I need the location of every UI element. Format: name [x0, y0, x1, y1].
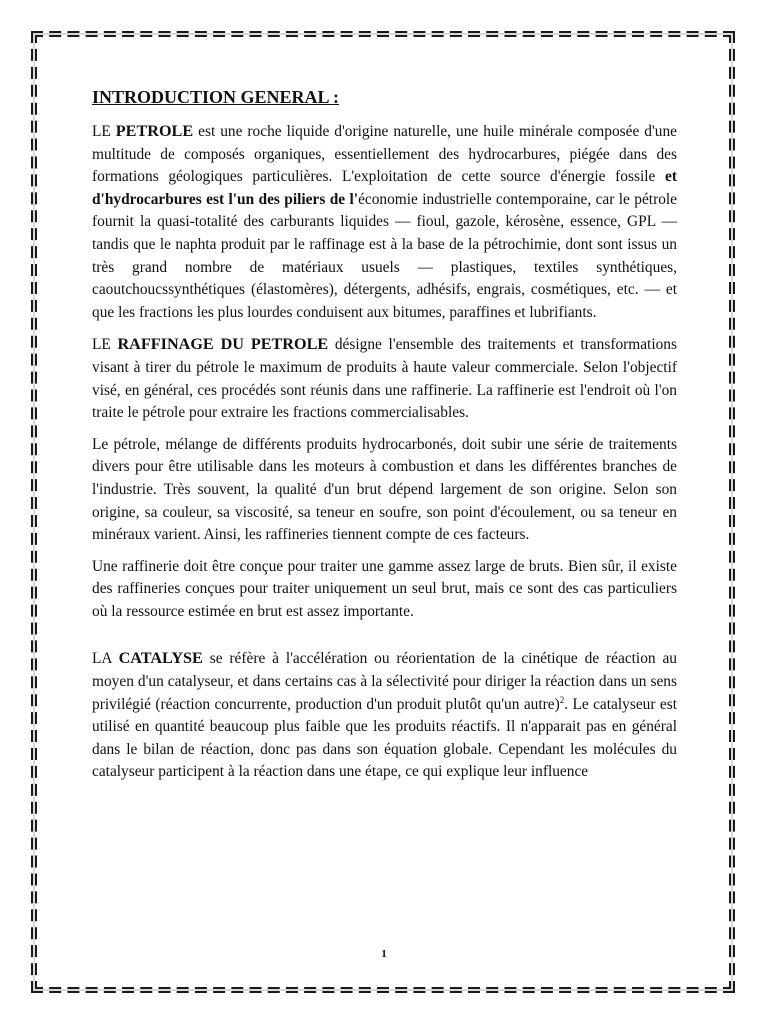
paragraph-raffinage [92, 333, 677, 424]
term-catalyse: CATALYSE [118, 649, 203, 668]
emphasized-text: et d'hydrocarbures est l'un des piliers de l' [92, 168, 677, 208]
paragraph-petrole [92, 120, 677, 324]
paragraph-text: économie industrielle contemporaine, car le pétrole fournit la quasi-totalité des carburants liquides — fioul, gazole, kérosène, essence, GPL — tandis que le naphta produit par le raffinage est à la base de la pétrochimie, dont sont issus un très grand nombre de matériaux usuels — plastiques, textiles synthétiques, caoutchoucssynthétiques (élastomères), détergents, adhésifs, engrais, cosmétiques, etc. — et que les fractions les plus lourdes conduisent aux bitumes, paraffines et lubrifiants. [92, 190, 677, 321]
term-petrole: PETROLE [115, 122, 194, 140]
paragraph-melange: Le pétrole, mélange de différents produits hydrocarbonés, doit subir une série de traitements divers pour être utilisable dans les moteurs à combustion et dans les différentes branches de l'industrie. Très souvent, la qualité d'un brut dépend largement de son origine. Selon son origine, sa couleur, sa viscosité, sa teneur en soufre, son point d'écoulement, ou sa teneur en minéraux varient. Ainsi, les raffineries tiennent compte de ces facteurs. [92, 435, 677, 544]
page-number: 1 [381, 948, 387, 960]
paragraph-text: . Le catalyseur est utilisé en quantité beaucoup plus faible que les produits réactifs. Il n'apparait pas en général dans le bilan de réaction, donc pas dans son équation globale. Cependant les molécules du catalyseur participent à la réaction dans une étape, ce qui explique leur influence [92, 695, 677, 781]
paragraph-text: se réfère à l'accélération ou réorientation de la cinétique de réaction au moyen d'un catalyseur, et dans certains cas à la sélectivité pour diriger la réaction dans un sens privilégié (réaction concurrente, production d'un produit plutôt qu'un autre) [92, 650, 678, 713]
paragraph-prefix: LA [92, 650, 119, 668]
term-raffinage: RAFFINAGE DU PETROLE [117, 335, 329, 354]
paragraph-prefix: LE [92, 336, 118, 354]
paragraph-raffinerie: Une raffinerie doit être conçue pour traiter une gamme assez large de bruts. Bien sûr, il existe des raffineries conçues pour traiter uniquement un seul brut, mais ce sont des cas particuliers où la ressource estimée en brut est assez importante. [92, 557, 677, 620]
footnote-marker[interactable]: 2 [559, 694, 565, 705]
paragraph-catalyse [92, 647, 677, 784]
paragraph-text: désigne l'ensemble des traitements et transformations visant à tirer du pétrole le maximum de produits à haute valeur commerciale. Selon l'objectif visé, en général, ces procédés sont réunis dans une raffinerie. La raffinerie est l'endroit où l'on traite le pétrole pour extraire les fractions commercialisables. [92, 336, 677, 422]
document-title: INTRODUCTION GENERAL : [92, 87, 340, 107]
document-body [92, 84, 677, 793]
paragraph-prefix: LE [92, 123, 116, 140]
paragraph-text: est une roche liquide d'origine naturelle, une huile minérale composée d'une multitude de composés organiques, essentiellement des hydrocarbures, piégée dans des formations géologiques particulières. L'exploitation de cette source d'énergie fossile [92, 123, 677, 186]
